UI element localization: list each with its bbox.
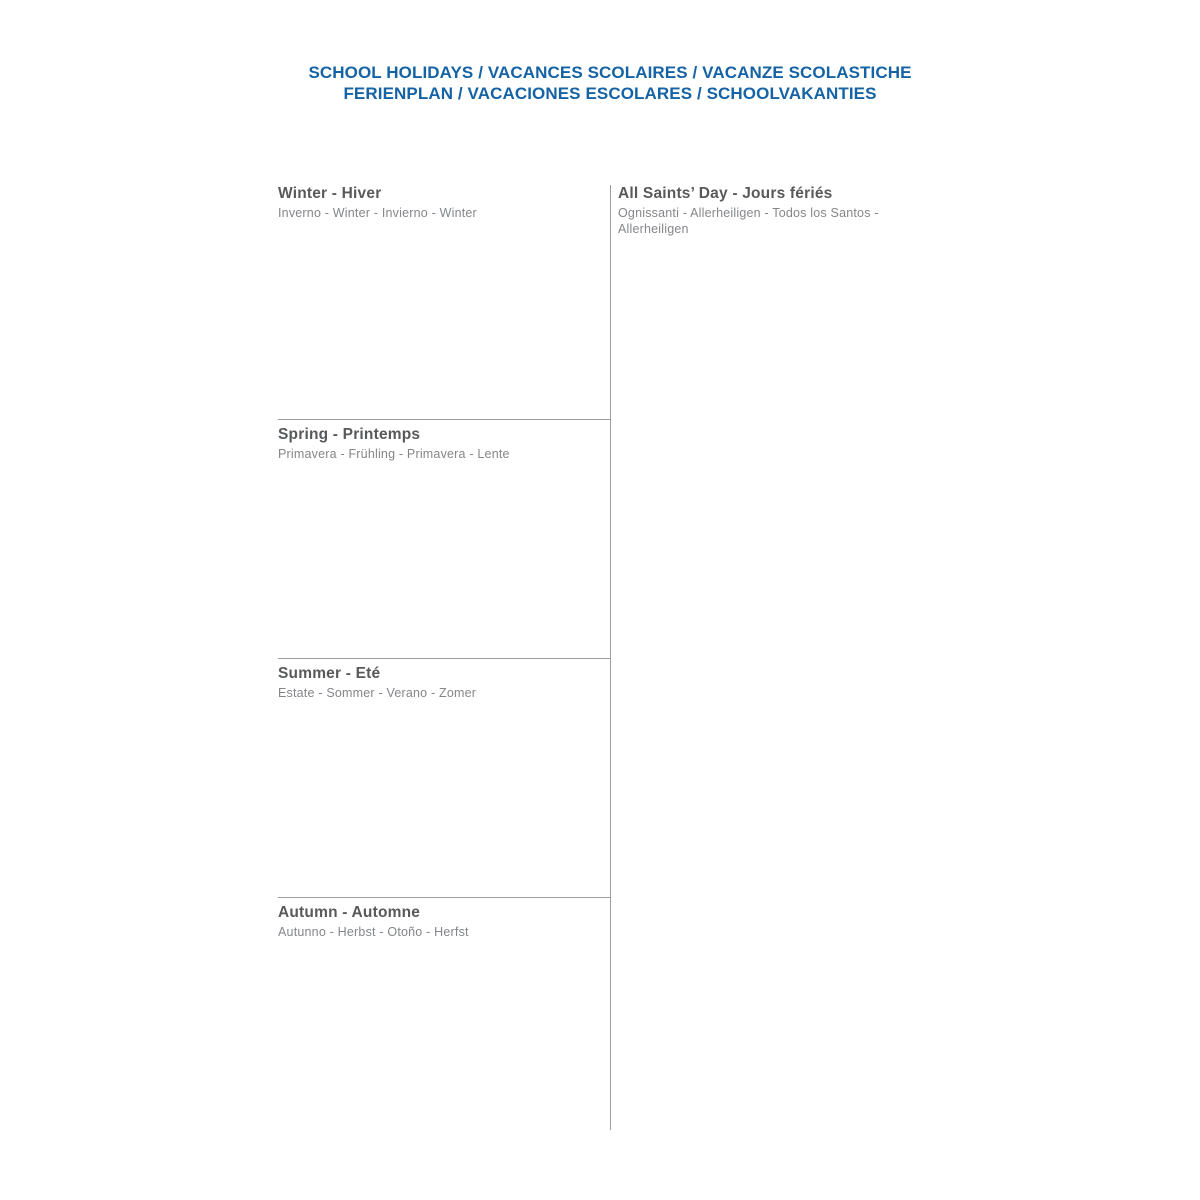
section-heading: All Saints’ Day - Jours fériés [618, 185, 833, 202]
section-spring [278, 419, 610, 658]
column-divider [610, 185, 611, 1130]
section-subtitle: Inverno - Winter - Invierno - Winter [278, 206, 477, 220]
section-subtitle: Ognissanti - Allerheiligen - Todos los Santos - Allerheiligen [618, 206, 879, 236]
section-autumn [278, 897, 610, 1130]
section-heading: Winter - Hiver [278, 185, 382, 202]
section-subtitle: Autunno - Herbst - Otoño - Herfst [278, 925, 469, 939]
section-all-saints-day [618, 185, 948, 237]
seasons-column [278, 185, 610, 1130]
section-subtitle: Primavera - Frühling - Primavera - Lente [278, 447, 510, 461]
section-winter [278, 185, 610, 419]
page-title-line2: FERIENPLAN / VACACIONES ESCOLARES / SCHOOLVAKANTIES [343, 84, 877, 103]
section-subtitle: Estate - Sommer - Verano - Zomer [278, 686, 477, 700]
section-heading: Autumn - Automne [278, 904, 421, 921]
page-title [10, 62, 1200, 104]
page-title-line1: SCHOOL HOLIDAYS / VACANCES SCOLAIRES / VACANZE SCOLASTICHE [308, 63, 912, 82]
holidays-column [618, 185, 948, 237]
section-summer [278, 658, 610, 897]
section-heading: Summer - Eté [278, 665, 381, 682]
section-heading: Spring - Printemps [278, 426, 421, 443]
